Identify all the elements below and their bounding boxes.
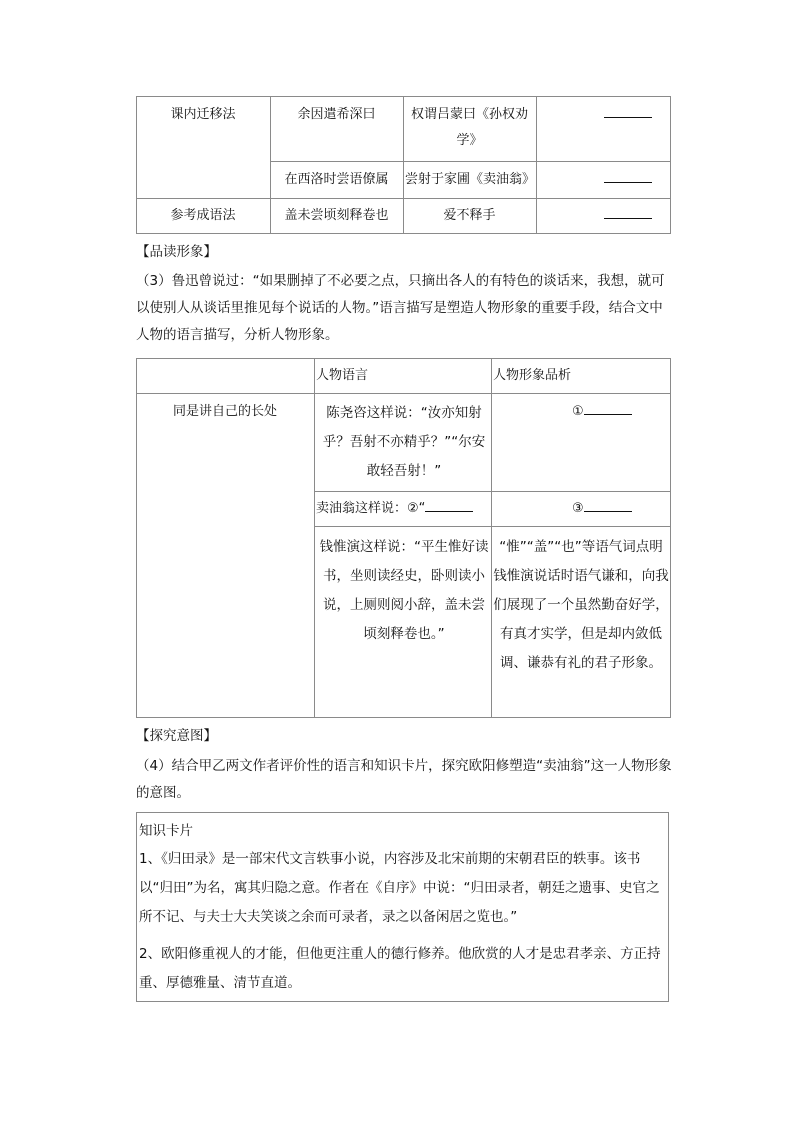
answer-blank[interactable] [604, 102, 652, 128]
speech-maiyouweng[interactable] [316, 496, 490, 522]
blank-number: ③ [572, 501, 584, 516]
method-cell: 参考成语法 [170, 208, 236, 223]
card-title: 知识卡片 [139, 823, 193, 839]
section-heading: 【探究意图】 [136, 728, 217, 744]
card-item-1: 1、《归田录》是一部宋代文言轶事小说，内容涉及北宋前期的宋朝君臣的轶事。该书以“归田”为名，寓其归隐之意。作者在《自序》中说：“归田录者，朝廷之遗事、史官之所不记、与夫士大夫笑谈之余而可录者，录之以备闲居之览也。” [139, 851, 660, 925]
source-cell: 尝射于家圃《卖油翁》 [405, 172, 536, 187]
header-speech: 人物语言 [316, 368, 369, 383]
speech-chen: 陈尧咨这样说：“汝亦知射乎？吾射不亦精乎？”“尔安敢轻吾射！” [322, 405, 486, 479]
source-cell: 爱不释手 [443, 208, 496, 223]
speech-prefix: 卖油翁这样说：②“ [316, 501, 426, 516]
question-4: （4）结合甲乙两文作者评价性的语言和知识卡片，探究欧阳修塑造“卖油翁”这一人物形象的意图。 [136, 758, 672, 801]
analysis-qian: “惟”“盖”“也”等语气词点明钱惟演说话时语气谦和，向我们展现了一个虽然勤奋好学，有真才实学，但是却内敛低调、谦恭有礼的君子形象。 [493, 539, 669, 671]
knowledge-card [136, 812, 669, 1002]
blank-number: ① [572, 404, 584, 419]
example-cell: 在西洛时尝语僚属 [284, 172, 389, 187]
answer-blank[interactable] [604, 203, 652, 229]
row-label: 同是讲自己的长处 [172, 404, 277, 419]
answer-blank[interactable] [604, 167, 652, 193]
analysis-blank-3[interactable] [572, 496, 632, 522]
example-cell: 盖未尝顷刻释卷也 [284, 208, 389, 223]
speech-qian: 钱惟演这样说：“平生惟好读书，坐则读经史，卧则读小说，上厕则阅小辞，盖未尝顷刻释卷也。” [319, 539, 489, 642]
header-analysis: 人物形象品析 [493, 368, 572, 383]
method-cell: 课内迁移法 [170, 107, 236, 122]
source-cell: 权谓吕蒙曰《孙权劝学》 [410, 107, 528, 148]
card-item-2: 2、欧阳修重视人的才能，但他更注重人的德行修养。他欣赏的人才是忠君孝亲、方正持重、厚德雅量、清节直道。 [139, 946, 661, 991]
analysis-blank-1[interactable] [572, 399, 632, 425]
example-cell: 余因遣希深曰 [297, 107, 376, 122]
section-heading: 【品读形象】 [136, 244, 217, 260]
question-3: （3）鲁迅曾说过：“如果删掉了不必要之点，只摘出各人的有特色的谈话来，我想，就可以使别人从谈话里推见每个说话的人物。”语言描写是塑造人物形象的重要手段，结合文中人物的语言描写，分析人物形象。 [136, 273, 665, 343]
